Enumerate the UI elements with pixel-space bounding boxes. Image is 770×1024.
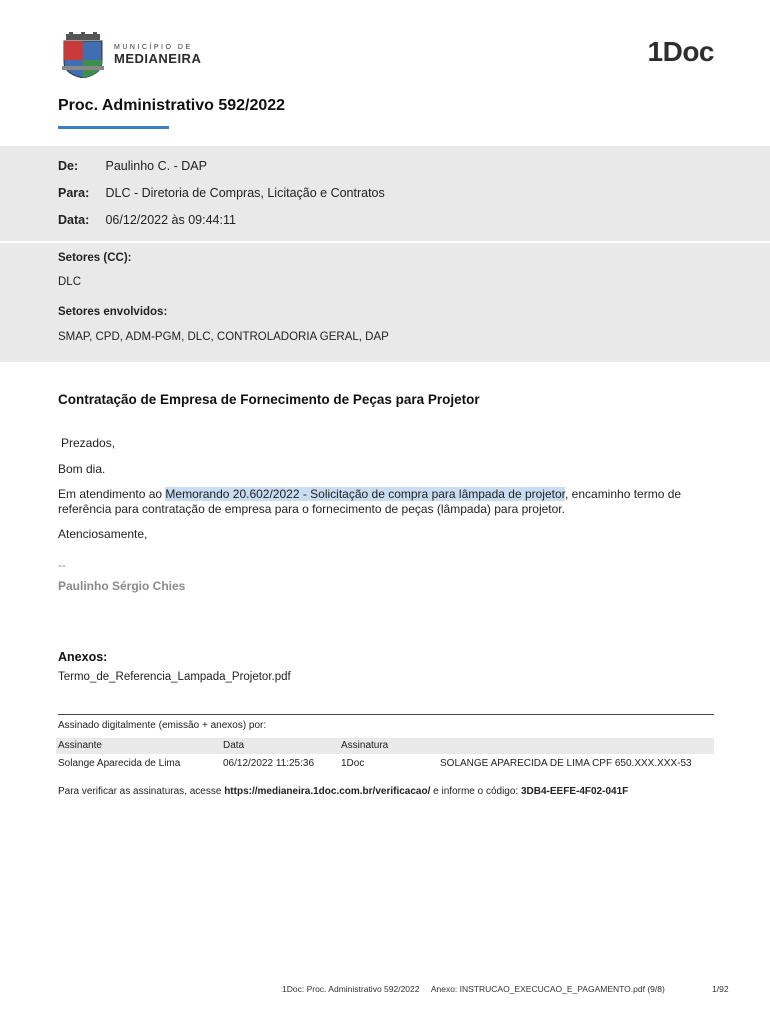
- meta-to: [58, 186, 385, 200]
- header-signer: Assinante: [58, 740, 102, 751]
- header-signature: Assinatura: [341, 740, 389, 751]
- document-title: Proc. Administrativo 592/2022: [58, 97, 286, 114]
- municipality-logo: [60, 32, 200, 78]
- meta-date-label: Data:: [58, 213, 90, 227]
- signature-divider: [58, 714, 714, 715]
- row-certificate: SOLANGE APARECIDA DE LIMA CPF 650.XXX.XXX-53: [440, 758, 692, 769]
- closing: Atenciosamente,: [58, 527, 148, 541]
- document-header: [0, 0, 770, 95]
- cc-value: DLC: [58, 276, 82, 288]
- cc-label: Setores (CC):: [58, 252, 132, 264]
- row-date: 06/12/2022 11:25:36: [223, 758, 315, 769]
- row-signature: 1Doc: [341, 758, 365, 769]
- meta-from-value: Paulinho C. - DAP: [105, 159, 207, 173]
- involved-label: Setores envolvidos:: [58, 306, 168, 318]
- coat-of-arms-icon: [60, 32, 106, 78]
- meta-date: [58, 213, 236, 227]
- verify-mid: e informe o código:: [430, 786, 521, 797]
- logo-small-text: MUNICÍPIO DE: [114, 44, 193, 51]
- header-date: Data: [223, 740, 245, 751]
- memo-link[interactable]: Memorando 20.602/2022 - Solicitação de compra para lâmpada de projetor: [165, 487, 565, 501]
- verify-code: 3DB4-EEFE-4F02-041F: [520, 786, 629, 797]
- title-underline: [58, 126, 169, 129]
- row-signer: Solange Aparecida de Lima: [58, 758, 181, 769]
- logo-big-text: MEDIANEIRA: [114, 51, 202, 66]
- page-footer: 1Doc: Proc. Administrativo 592/2022 Anexo: INSTRUCAO_EXECUCAO_E_PAGAMENTO.pdf (9/8): [282, 984, 665, 994]
- paragraph-after: , encaminho termo de referência para contratação de empresa para o fornecimento de peças (lâmpada) para projetor.: [58, 487, 682, 516]
- sectors-box: [0, 243, 770, 362]
- page-number: 1/92: [712, 984, 729, 994]
- brand-logo: 1Doc: [647, 36, 714, 67]
- greeting: Prezados,: [61, 436, 116, 450]
- meta-from-label: De:: [58, 159, 79, 173]
- signature-name: Paulinho Sérgio Chies: [58, 579, 186, 593]
- meta-from: [58, 159, 207, 173]
- attachments-label: Anexos:: [58, 650, 108, 664]
- verify-url-link[interactable]: https://medianeira.1doc.com.br/verificacao/: [224, 786, 431, 797]
- meta-box: [0, 146, 770, 241]
- signature-caption: Assinado digitalmente (emissão + anexos) por:: [58, 720, 267, 731]
- meta-to-value: DLC - Diretoria de Compras, Licitação e Contratos: [105, 186, 385, 200]
- paragraph-before: Em atendimento ao: [58, 487, 166, 501]
- verify-prefix: Para verificar as assinaturas, acesse: [58, 786, 225, 797]
- meta-to-label: Para:: [58, 186, 90, 200]
- message-subject: Contratação de Empresa de Fornecimento de Peças para Projetor: [58, 392, 480, 407]
- verification-line: [58, 786, 628, 797]
- good-day: Bom dia.: [58, 462, 106, 476]
- attachment-file-link[interactable]: Termo_de_Referencia_Lampada_Projetor.pdf: [58, 671, 291, 683]
- message-paragraph: [58, 487, 708, 517]
- involved-value: SMAP, CPD, ADM-PGM, DLC, CONTROLADORIA GERAL, DAP: [58, 331, 389, 343]
- meta-date-value: 06/12/2022 às 09:44:11: [105, 213, 236, 227]
- signature-dash: --: [58, 558, 66, 572]
